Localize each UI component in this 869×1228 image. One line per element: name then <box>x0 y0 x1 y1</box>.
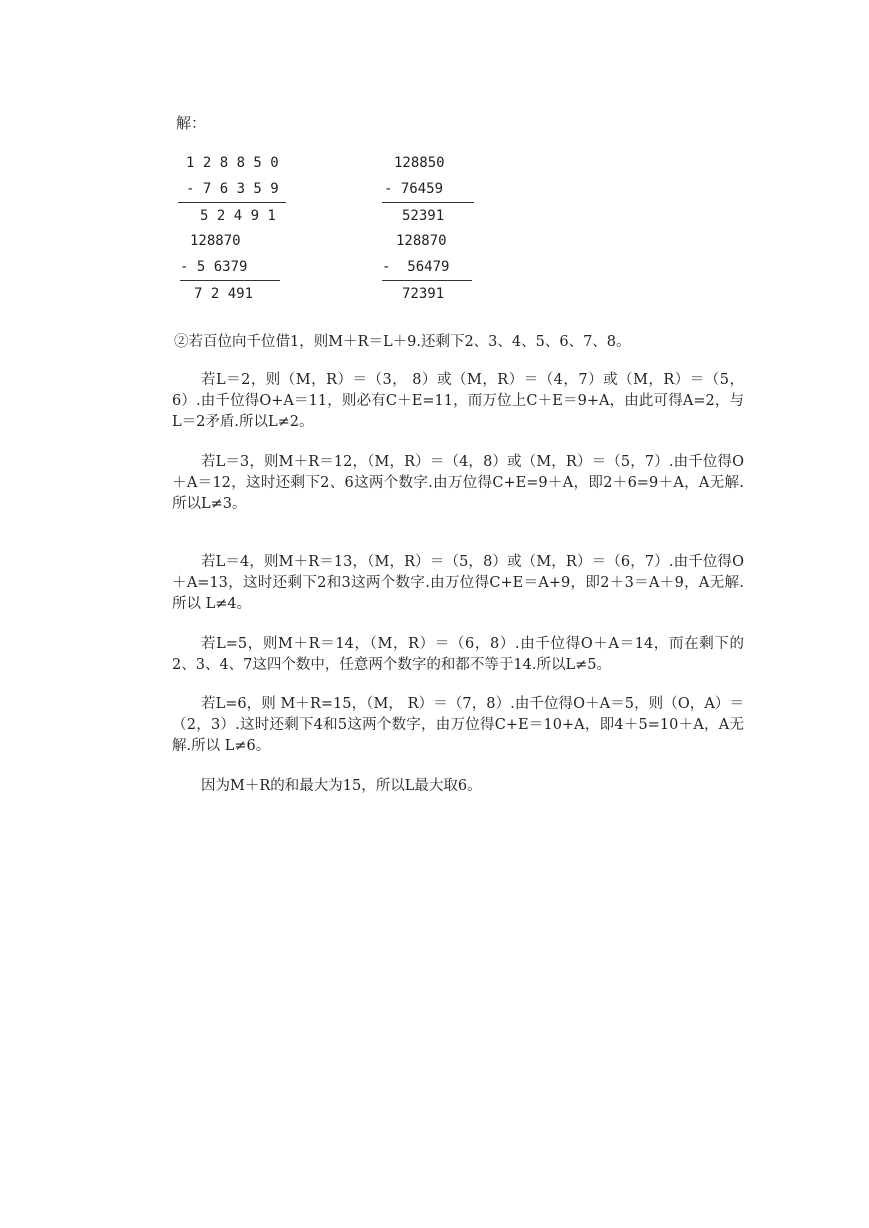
paragraph-l6 <box>172 694 744 757</box>
calc-c-result: 7 2 491 <box>194 286 254 302</box>
paragraph-l3-text: 若L＝3，则M＋R＝12，（M，R）＝（4，8）或（M，R）＝（5，7）.由千位得O＋A＝12，这时还剩下2、6这两个数字.由万位得C+E=9＋A，即2＋6=9＋A，A无解.所以L≠3。 <box>172 454 744 512</box>
paragraph-l2 <box>172 370 744 433</box>
paragraph-l5-text: 若L=5，则M＋R＝14，（M，R）＝（6，8）.由千位得O＋A＝14，而在剩下的2、3、4、7这四个数中，任意两个数字的和都不等于14.所以L≠5。 <box>172 636 744 673</box>
calc-a <box>186 150 286 229</box>
calc-c-subtrahend: - 5 6379 <box>180 259 248 275</box>
paragraph-conclusion-text: 因为M＋R的和最大为15，所以L最大取6。 <box>201 778 482 794</box>
paragraph-borrow <box>172 332 744 353</box>
calc-d-result: 72391 <box>402 286 445 302</box>
paragraph-conclusion <box>172 776 744 797</box>
paragraph-l6-text: 若L=6，则 M＋R=15，（M， R）＝（7，8）.由千位得O＋A＝5，则（O，A）＝（2，3）.这时还剩下4和5这两个数字，由万位得C+E＝10+A，即4＋5=10＋A，A无解.所以 L≠6。 <box>172 696 744 754</box>
paragraph-l4-text: 若L＝4，则M＋R＝13，（M，R）＝（5，8）或（M，R）＝（6，7）.由千位得O＋A=13，这时还剩下2和3这两个数字.由万位得C+E＝A+9，即2＋3＝A＋9，A无解.所以 L≠4。 <box>172 554 744 612</box>
paragraph-l3 <box>172 452 744 515</box>
calc-d-minuend: 128870 <box>396 233 447 249</box>
calc-b-result: 52391 <box>402 208 445 224</box>
calc-d <box>382 228 472 307</box>
paragraph-l4 <box>172 552 744 615</box>
calc-d-subtrahend: - 56479 <box>382 259 450 275</box>
paragraph-l5 <box>172 634 744 676</box>
calc-b <box>384 150 474 229</box>
calc-a-subtrahend: - 7 6 3 5 9 <box>186 181 279 197</box>
calc-b-minuend: 128850 <box>394 155 445 171</box>
paragraph-l2-text: 若L＝2，则（M，R）＝（3， 8）或（M，R）＝（4，7）或（M，R）＝（5，6）.由千位得O+A＝11，则必有C＋E=11，而万位上C＋E＝9+A，由此可得A=2，与L＝2矛盾.所以L≠2。 <box>172 372 744 430</box>
calc-c-minuend: 128870 <box>190 233 241 249</box>
calc-c <box>180 228 280 307</box>
calc-a-result: 5 2 4 9 1 <box>200 208 276 224</box>
paragraph-borrow-text: ②若百位向千位借1，则M＋R＝L＋9.还剩下2、3、4、5、6、7、8。 <box>174 334 631 350</box>
calc-a-minuend: 1 2 8 8 5 0 <box>186 155 279 171</box>
calc-b-subtrahend: - 76459 <box>384 181 444 197</box>
solution-label: 解： <box>176 114 207 132</box>
